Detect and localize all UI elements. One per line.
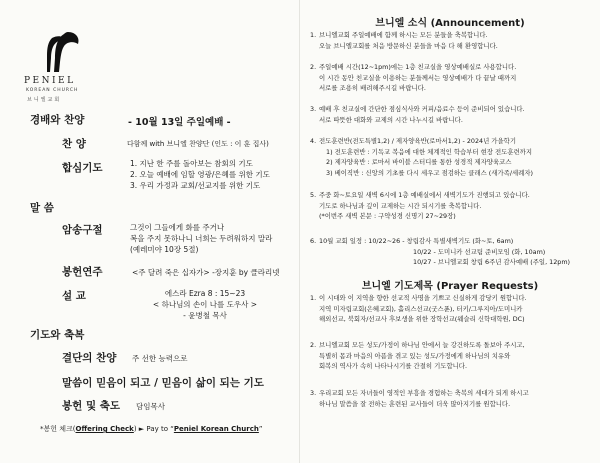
check-prefix: *봉헌 체크( (40, 425, 76, 433)
news-item-6 (310, 236, 595, 268)
special-music-label: 봉헌연주 (62, 266, 103, 278)
news-line: 오늘 브니엘교회를 처음 방문하신 분들을 마음 다 해 환영합니다. (319, 41, 498, 50)
news-line: 예배 후 친교실에 간단한 점심식사와 커피/음료수 등이 준비되어 있습니다. (319, 105, 525, 113)
check-ul: Offering Check (75, 425, 134, 433)
news-item-2 (310, 62, 595, 94)
offering-value: 담임목사 (136, 402, 165, 411)
prayer-requests-title: 브니엘 기도제목 (Prayer Requests) (361, 281, 539, 292)
peniel-logo-icon (28, 28, 86, 74)
schedule-row: 10/22 - 도미니카 선교팀 준비모임 (화, 10am) (413, 247, 546, 256)
news-line: 전도훈련반(전도특별1,2) / 제자양육반(로마서1,2) - 2024년 가을학기 (319, 137, 516, 145)
prayer-label: 합심기도 (62, 162, 103, 174)
offering-label: 봉헌 및 축도 (62, 400, 121, 412)
decision-hymn-value: 주 선한 능력으로 (132, 354, 188, 363)
news-subline: 3) 베이직반 : 신앙의 기초를 다시 세우고 점검하는 클래스 (새가족/세례자) (326, 168, 533, 177)
news-item-1 (310, 30, 595, 51)
news-item-4 (310, 136, 595, 178)
worship-heading: 경배와 찬양 (30, 114, 85, 126)
recite-line-2: 복을 주지 못하나니 너희는 두려워하지 말라 (130, 234, 273, 243)
recite-line-1: 그것이 그들에게 화를 주거나 (130, 223, 225, 232)
prayer-line: 하나님 말씀을 잘 전하는 훈련된 교사들이 더욱 많아지기를 원합니다. (319, 399, 511, 408)
sermon-title: < 하나님의 손이 나를 도우사 > (152, 300, 258, 309)
brand-name: PENIEL (24, 76, 76, 86)
prayer-line: 지역 미자립교회(은혜교회), 홀리스선교(굿스푼), 터키/그루지아/도미니카 (319, 304, 523, 313)
schedule-row: 10/27 - 브니엘교회 창립 6주년 감사예배 (주일, 12pm) (413, 258, 571, 266)
news-item-3 (310, 104, 595, 125)
news-line: 서로를 조용히 배려해주시길 바랍니다. (319, 84, 426, 92)
prayer-line: 해외선교, 북회자/선교사 후보생을 위한 장학선교(웨슬리 신학대학원, DC) (319, 315, 525, 323)
prayer-num: 2. (310, 341, 317, 349)
news-num: 1. (310, 31, 317, 39)
prayer-num: 1. (310, 294, 317, 302)
news-line: 이 시간 동안 친교실을 이용하는 분들께서는 영상예배가 다 끝날 때까지 (319, 73, 517, 82)
praise-value: 다함께 with 브니엘 찬양단 (인도 : 이 훈 집사) (127, 140, 269, 148)
check-end: ” (258, 425, 263, 433)
announcements-panel (300, 0, 600, 463)
news-num: 4. (310, 137, 317, 145)
prayer-line: 회복의 역사가 속히 나타나시기를 간절히 기도합니다. (319, 362, 468, 370)
word-heading: 말 씀 (30, 202, 54, 214)
special-music-value: <주 달려 죽은 십자가> -장지훈 by 클라리넷 (132, 268, 280, 277)
prayer-item-2: 2. 오늘 예배에 임할 영광/은혜를 위한 기도 (130, 170, 270, 179)
brand-subtitle: KOREAN CHURCH (26, 88, 79, 93)
offering-check-note (40, 424, 263, 434)
recite-line-3: (예레미야 10장 5절) (130, 245, 199, 254)
prayer-num: 3. (310, 389, 317, 397)
news-line: 서로 따뜻한 대화와 교제의 시간 나누시길 바랍니다. (319, 115, 463, 124)
check-mid: ) ► Pay to “ (133, 425, 174, 433)
news-item-5 (310, 190, 595, 222)
brand-korean: 브니엘교회 (27, 97, 62, 103)
prayer-blessing-heading: 기도와 축복 (30, 329, 85, 341)
news-num: 5. (310, 191, 317, 199)
decision-hymn-label: 결단의 찬양 (62, 352, 117, 364)
news-line: 기도로 하나님과 깊이 교제하는 시간 되시기를 축복합니다. (319, 201, 482, 210)
prayer-item-3: 3. 우리 가정과 교회/선교지를 위한 기도 (130, 181, 261, 190)
news-subline: 1) 전도훈련반 : 기독교 복음에 대한 체계적인 학습부터 현장 전도훈련까지 (326, 147, 533, 156)
word-faith-prayer: 말씀이 믿음이 되고 / 믿음이 삶이 되는 기도 (62, 377, 264, 389)
news-num: 2. (310, 63, 317, 71)
check-payee: Peniel Korean Church (173, 425, 259, 433)
news-line: 주일예배 시간(12~1pm)에는 1층 친교실을 영상예배실로 사용합니다. (319, 63, 517, 71)
news-num: 3. (310, 105, 317, 113)
prayer-item-1: 1. 지난 한 주를 돌아보는 참회의 기도 (130, 159, 253, 168)
sermon-preacher: - 윤병철 목사 (183, 311, 227, 320)
news-line: 주중 화~토요일 새벽 6시에 1층 예배실에서 새벽기도가 진행되고 있습니다. (319, 191, 530, 199)
sermon-label: 설 교 (62, 290, 86, 302)
service-date: - 10월 13일 주일예배 - (128, 117, 231, 128)
praise-label: 찬 양 (62, 138, 86, 150)
news-line: 브니엘교회 주일예배에 함께 하시는 모든 분들을 축복합니다. (319, 31, 488, 39)
prayer-request-2 (310, 340, 595, 372)
sermon-scripture: 에스라 Ezra 8 : 15~23 (164, 289, 246, 298)
recite-label: 암송구절 (62, 224, 103, 236)
prayer-line: 우리교회 모든 자녀들이 영적인 부흥을 경험하는 축복의 세대가 되게 하시고 (319, 389, 529, 397)
schedule-head: 10월 교회 일정 : 10/22~26 - 창립감사 특별새벽기도 (화~토, 6am) (319, 237, 514, 245)
prayer-line: 이 시대와 이 지역을 향한 선교적 사명을 기쁘고 신실하게 감당키 원합니다. (319, 294, 527, 302)
prayer-request-3 (310, 388, 595, 409)
news-subline: 2) 제자양육반 : 로마서 바이블 스터디를 통한 성경적 제자양육코스 (326, 158, 512, 166)
prayer-line: 특별히 몸과 마음의 아픔을 겪고 있는 성도/가정에게 하나님의 치유와 (319, 351, 511, 360)
news-title: 브니엘 소식 (Announcement) (375, 18, 525, 29)
prayer-line: 브니엘교회 모든 성도/가정이 하나님 안에서 늘 강건하도록 돌보아 주시고, (319, 341, 525, 349)
news-line: (*이번주 새벽 본문 : 구약성경 신명기 27~29장) (319, 212, 456, 220)
prayer-request-1 (310, 293, 595, 325)
news-num: 6. (310, 237, 317, 245)
